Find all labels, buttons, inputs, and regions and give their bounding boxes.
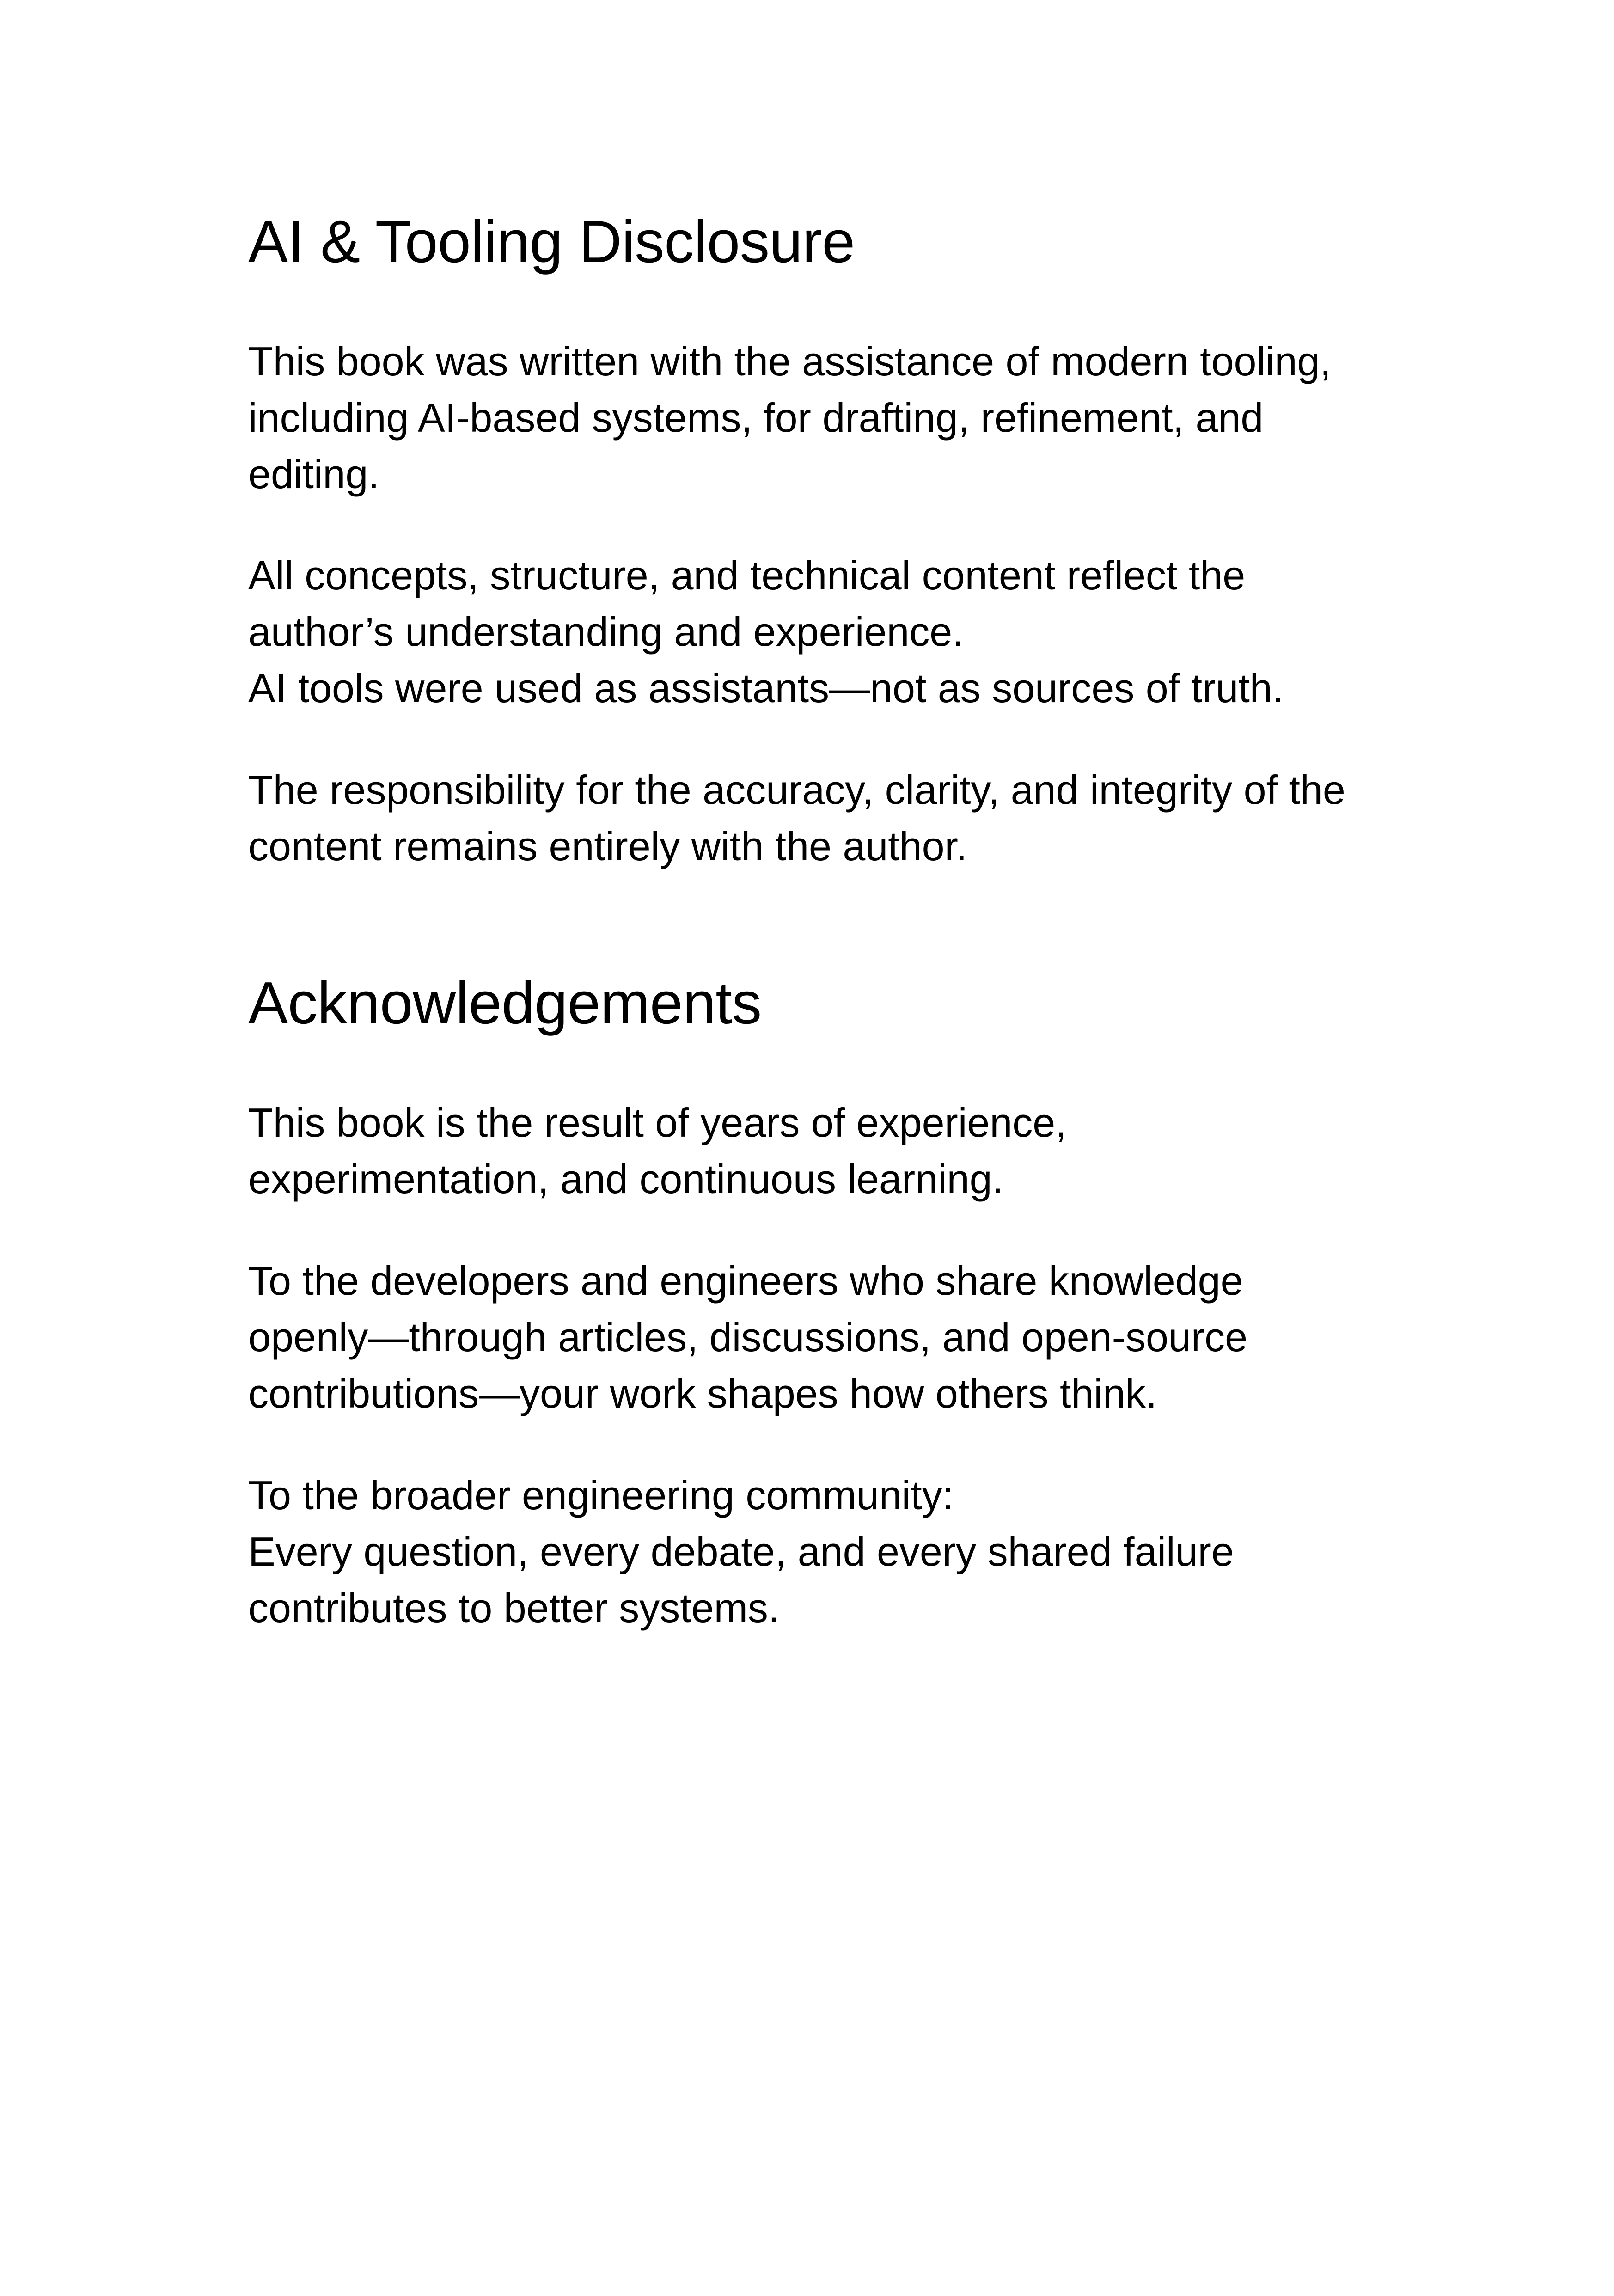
text-line: To the broader engineering community:	[248, 1472, 954, 1518]
text-line: contributions—your work shapes how others think.	[248, 1371, 1157, 1416]
paragraph-tooling-assistance	[248, 333, 1331, 502]
text-line: To the developers and engineers who share knowledge	[248, 1258, 1243, 1304]
paragraph-responsibility	[248, 762, 1345, 875]
text-line: experimentation, and continuous learning.	[248, 1156, 1003, 1202]
text-line: openly—through articles, discussions, and open-source	[248, 1314, 1248, 1360]
text-line: This book was written with the assistance of modern tooling,	[248, 338, 1331, 384]
section-heading-acknowledgements: Acknowledgements	[248, 970, 762, 1036]
paragraph-developers-and-engineers	[248, 1253, 1247, 1422]
text-line: author’s understanding and experience.	[248, 609, 964, 655]
text-line: including AI-based systems, for drafting, refinement, and	[248, 395, 1264, 441]
text-line: All concepts, structure, and technical content reflect the	[248, 552, 1246, 598]
section-heading-ai-tooling-disclosure: AI & Tooling Disclosure	[248, 208, 855, 275]
paragraph-years-of-experience	[248, 1095, 1067, 1207]
paragraph-engineering-community	[248, 1467, 1234, 1636]
text-line: content remains entirely with the author.	[248, 823, 967, 869]
text-line: This book is the result of years of experience,	[248, 1100, 1067, 1145]
text-line: contributes to better systems.	[248, 1585, 780, 1631]
text-line: editing.	[248, 451, 379, 497]
text-line: The responsibility for the accuracy, clarity, and integrity of the	[248, 767, 1345, 813]
paragraph-author-understanding	[248, 547, 1284, 716]
text-line: AI tools were used as assistants—not as sources of truth.	[248, 665, 1284, 711]
text-line: Every question, every debate, and every shared failure	[248, 1529, 1234, 1574]
